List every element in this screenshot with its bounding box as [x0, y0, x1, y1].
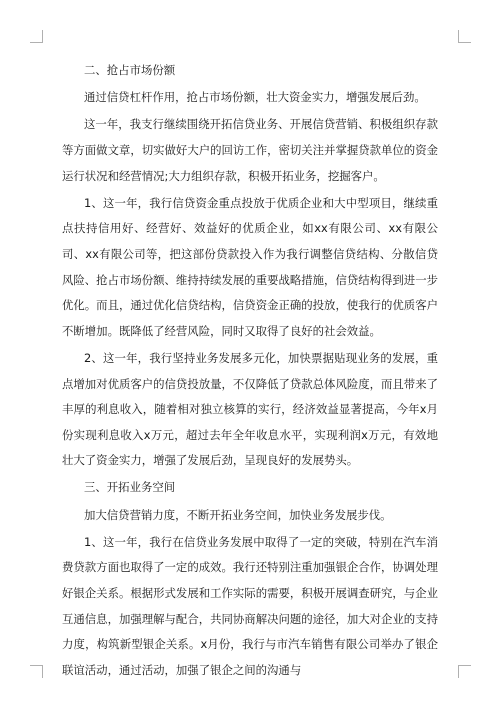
crop-mark-bottom-right	[458, 665, 471, 678]
document-body	[62, 58, 438, 685]
paragraph: 2、这一年，我行坚持业务发展多元化，加快票据贴现业务的发展，重点增加对优质客户的信贷投放量，不仅降低了贷款总体风险度，而且带来了丰厚的利息收入，随着相对独立核算的实行，经济效益显著提高，今年x月份实现利息收入x万元，超过去年全年收息水平，实现利润x万元，有效地壮大了资金实力，增强了发展后劲，呈现良好的发展势头。	[62, 350, 438, 468]
paragraph: 1、这一年，我行信贷资金重点投放于优质企业和大中型项目，继续重点扶持信用好、经营好、效益好的优质企业，如xx有限公司、xx有限公司、xx有限公司等，把这部份贷款投入作为我行调整信贷结构、分散信贷风险、抢占市场份额、维持持续发展的重要战略措施，信贷结构得到进一步优化。而且，通过优化信贷结构，信贷资金正确的投放，使我行的优质客户不断增加。既降低了经营风险，同时又取得了良好的社会效益。	[62, 195, 438, 338]
crop-mark-top-left	[30, 30, 43, 43]
section-heading-business-space: 三、开拓业务空间	[84, 480, 176, 495]
section-heading-market-share: 二、抢占市场份额	[84, 63, 176, 77]
paragraph: 通过信贷杠杆作用，抢占市场份额，壮大资金实力，增强发展后劲。	[84, 90, 426, 105]
crop-mark-top-right	[458, 30, 471, 43]
paragraph: 1、这一年，我行在信贷业务发展中取得了一定的突破，特别在汽车消费贷款方面也取得了一定的成效。我行还特别注重加强银企合作，协调处理好银企关系。根据形式发展和工作实际的需要，积极开展调查研究，与企业互通信息，加强理解与配合，共同协商解决问题的途径，加大对企业的支持力度，构筑新型银企关系。x月份，我行与市汽车销售有限公司举办了银企联谊活动，通过活动，加强了银企之间的沟通与	[62, 534, 438, 677]
crop-mark-bottom-left	[30, 665, 43, 678]
paragraph: 加大信贷营销力度，不断开拓业务空间，加快业务发展步伐。	[84, 507, 392, 522]
paragraph: 这一年，我支行继续围绕开拓信贷业务、开展信贷营销、积极组织存款等方面做文章，切实做好大户的回访工作，密切关注并掌握贷款单位的资金运行状况和经营情况;大力组织存款，积极开拓业务，挖掘客户。	[62, 117, 438, 183]
